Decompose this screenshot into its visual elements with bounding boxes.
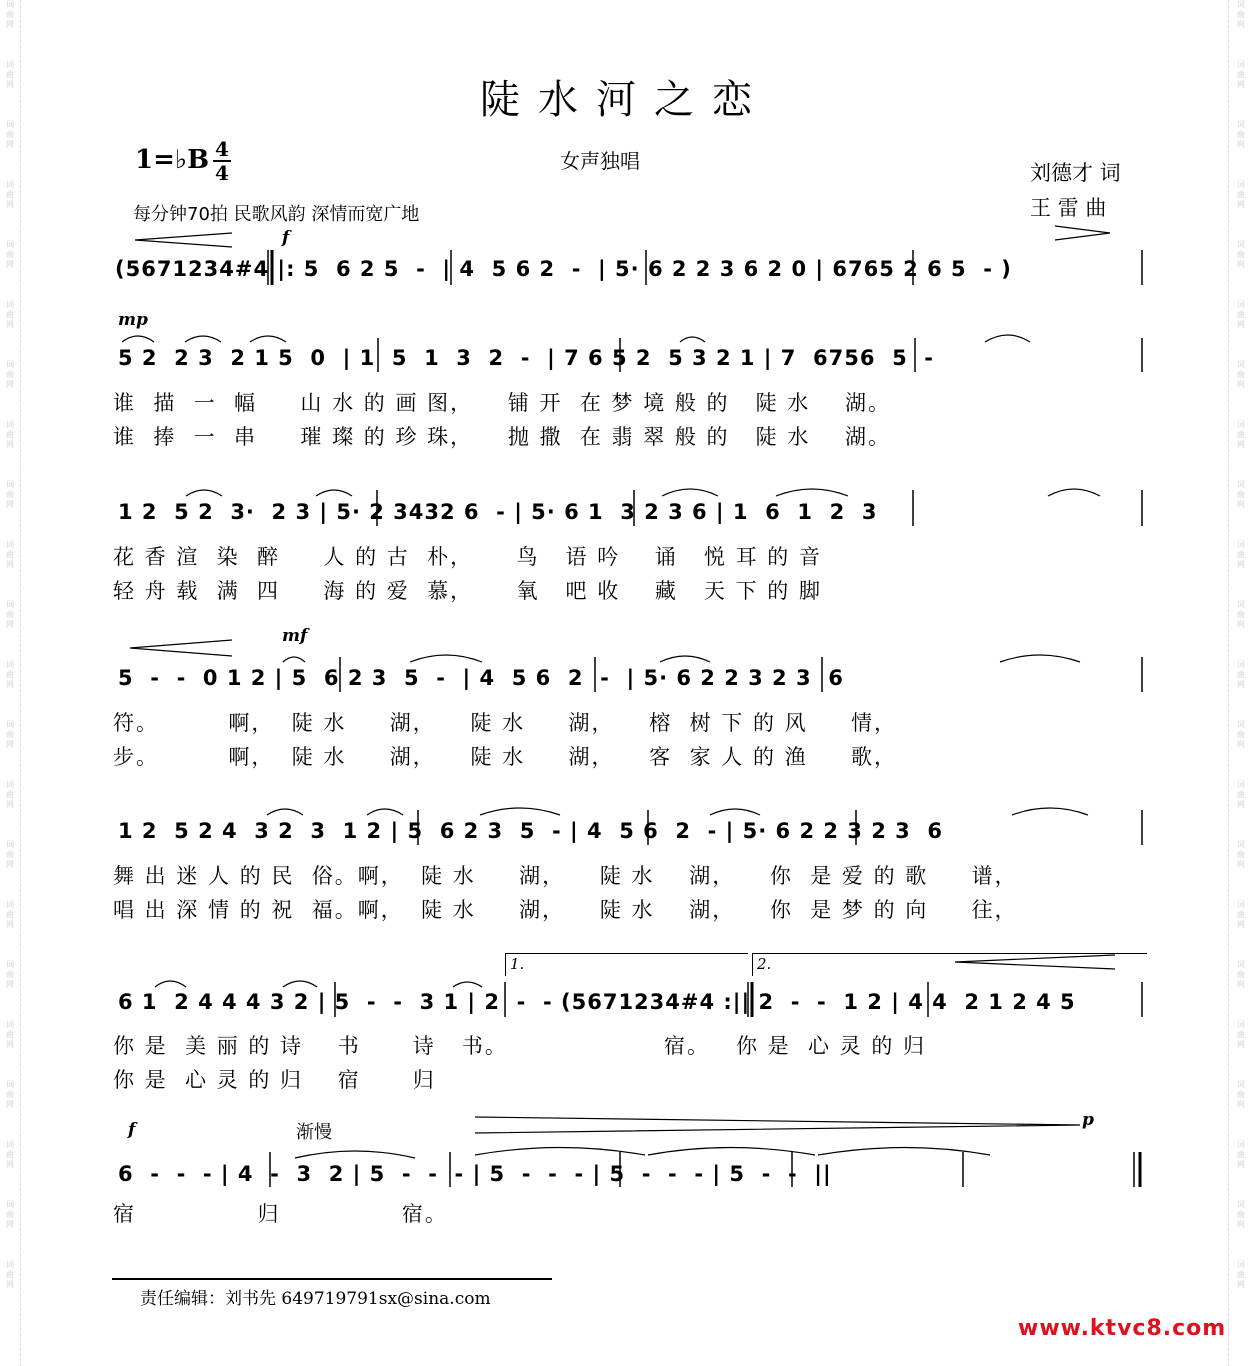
dynamic-mark: mf	[282, 626, 308, 646]
song-subtitle: 女声独唱	[560, 149, 640, 173]
dynamic-mark: f	[282, 228, 290, 248]
dynamic-mark: mp	[118, 310, 148, 330]
notation-line-3: 1 2 5 2 3· 2 3 | 5· 2 3432 6 - | 5· 6 1 3 2 3 6 | 1 6 1 2 3	[118, 500, 878, 524]
notation-line-1: (5671234#4 |: 5 6 2 5 - | 4 5 6 2 - | 5· 6 2 2 3 6 2 0 | 6765 2 6 5 - )	[115, 257, 1012, 281]
volta-label-1: 1.	[510, 955, 525, 973]
song-title: 陡水河之恋	[480, 77, 770, 123]
tempo-change: 渐慢	[296, 1122, 332, 1143]
notation-line-2: 5 2 2 3 2 1 5 0 | 1 5 1 3 2 - | 7 6 5 2 5 3 2 1 | 7 6756 5 -	[118, 346, 935, 370]
footer-rule	[112, 1278, 552, 1280]
volta-label-2: 2.	[757, 955, 772, 973]
dynamic-mark: f	[128, 1120, 136, 1140]
lyric-line-4a: 符。 啊， 陡 水 湖， 陡 水 湖， 榕 树 下 的 风 情，	[113, 711, 898, 735]
lyric-line-7: 宿 归 宿。	[113, 1202, 448, 1226]
hairpin-crescendo	[955, 955, 1115, 969]
hairpin-crescendo	[130, 640, 232, 656]
watermark-strip-right: 词 曲 网 词 曲 网 词 曲 网 词 曲 网 词 曲 网 词 曲 网 词 曲 网 词 曲 网 词 曲 网 词 曲 网 词 曲 网 词 曲 网 词 曲 网 词 曲 网 词 曲 网 词 曲 网 词 曲 网 词 曲 网 词 曲 网 词 曲 网 词 曲 网 词 曲 网	[1237, 0, 1245, 1289]
hairpin-decrescendo	[475, 1117, 1080, 1133]
lyric-line-3a: 花 香 渲 染 醉 人 的 古 朴， 鸟 语 吟 诵 悦 耳 的 音	[113, 545, 822, 569]
hairpin-crescendo	[135, 233, 232, 247]
notation-line-7: 6 - - - | 4 - 3 2 | 5 - - - | 5 - - - | 5 - - - | 5 - - ||	[118, 1162, 832, 1186]
key-signature: 1=♭B	[135, 145, 210, 175]
lyric-line-4b: 步。 啊， 陡 水 湖， 陡 水 湖， 客 家 人 的 渔 歌，	[113, 745, 898, 769]
notation-line-4: 5 - - 0 1 2 | 5 6 2 3 5 - | 4 5 6 2 - | 5· 6 2 2 3 2 3 6	[118, 666, 844, 690]
lyric-line-6b: 你 是 心 灵 的 归 宿 归	[113, 1068, 436, 1092]
lyric-line-5b: 唱 出 深 情 的 祝 福。啊， 陡 水 湖， 陡 水 湖， 你 是 梦 的 向 往，	[113, 898, 1018, 922]
lyric-line-6a: 你 是 美 丽 的 诗 书 诗 书。 宿。 你 是 心 灵 的 归	[113, 1034, 927, 1058]
notation-line-6: 6 1 2 4 4 4 3 2 | 5 - - 3 1 | 2 - - (5671234#4 :|| 2 - - 1 2 | 4 4 2 1 2 4 5	[118, 990, 1076, 1014]
dynamic-mark: p	[1082, 1110, 1094, 1130]
hairpin-decrescendo	[1055, 226, 1110, 240]
time-signature-top: 4	[215, 137, 229, 161]
lyric-line-2b: 谁 捧 一 串 璀 璨 的 珍 珠， 抛 撒 在 翡 翠 般 的 陡 水 湖。	[113, 425, 891, 449]
site-logo: www.ktvc8.com	[1018, 1316, 1227, 1341]
composer-credit: 王 雷 曲	[1030, 196, 1107, 220]
time-signature-bottom: 4	[215, 161, 229, 185]
lyric-line-2a: 谁 描 一 幅 山 水 的 画 图， 铺 开 在 梦 境 般 的 陡 水 湖。	[113, 391, 891, 415]
lyric-line-3b: 轻 舟 载 满 四 海 的 爱 慕， 氧 吧 收 藏 天 下 的 脚	[113, 579, 822, 603]
watermark-strip-left: 词 曲 网 词 曲 网 词 曲 网 词 曲 网 词 曲 网 词 曲 网 词 曲 网 词 曲 网 词 曲 网 词 曲 网 词 曲 网 词 曲 网 词 曲 网 词 曲 网 词 曲 网 词 曲 网 词 曲 网 词 曲 网 词 曲 网 词 曲 网 词 曲 网 词 曲 网	[6, 0, 14, 1289]
lyric-line-5a: 舞 出 迷 人 的 民 俗。啊， 陡 水 湖， 陡 水 湖， 你 是 爱 的 歌 谱，	[113, 864, 1018, 888]
notation-line-5: 1 2 5 2 4 3 2 3 1 2 | 5 6 2 3 5 - | 4 5 6 2 - | 5· 6 2 2 3 2 3 6	[118, 819, 944, 843]
lyricist-credit: 刘德才 词	[1030, 161, 1121, 185]
footer-credit: 责任编辑：刘书先 649719791sx@sina.com	[140, 1289, 491, 1309]
tempo-marking: 每分钟70拍 民歌风韵 深情而宽广地	[133, 204, 420, 225]
